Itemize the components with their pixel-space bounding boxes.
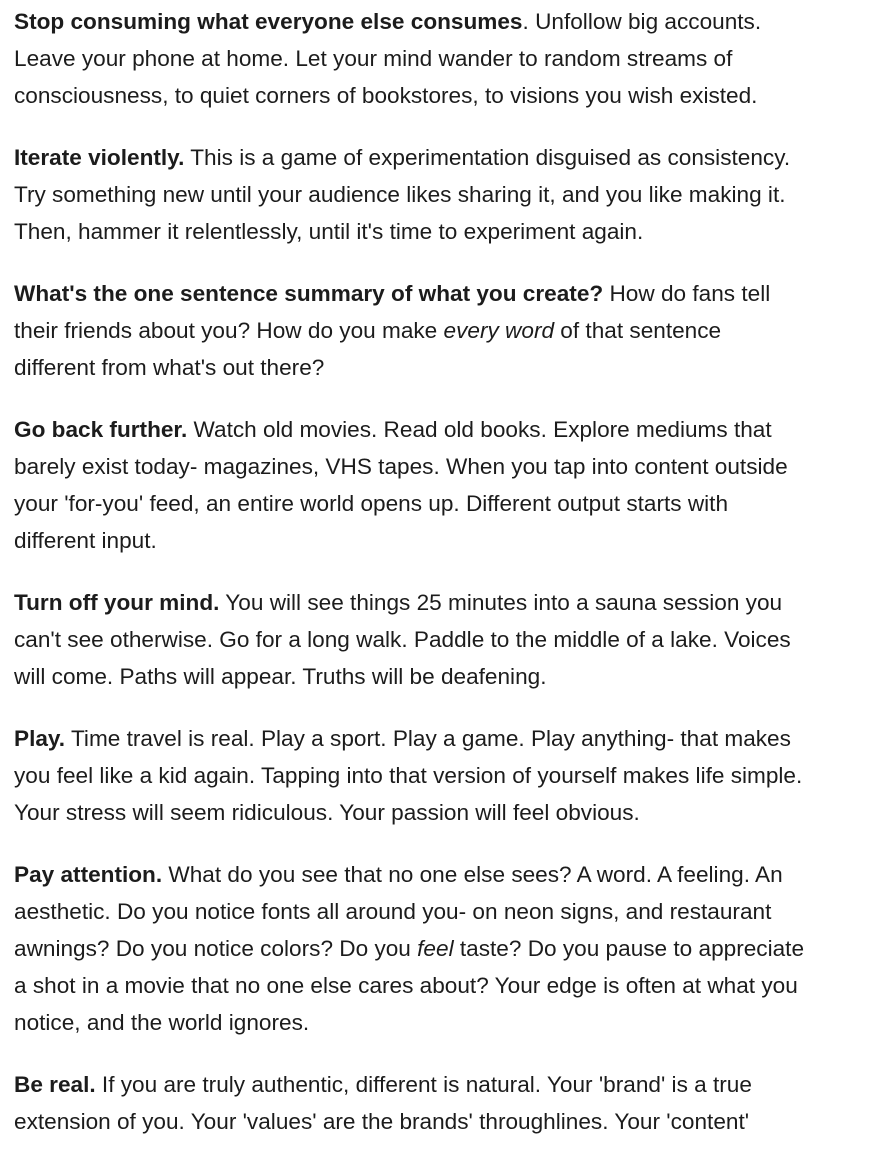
text-line: [14, 794, 890, 831]
text-line: [14, 77, 890, 114]
text-line: [14, 720, 890, 757]
body-text: How do fans tell: [603, 281, 771, 306]
emphasis-text: feel: [417, 936, 454, 961]
body-text: If you are truly authentic, different is natural. Your 'brand' is a true: [95, 1072, 752, 1097]
paragraph: [14, 139, 890, 250]
text-line: [14, 893, 890, 930]
body-text: barely exist today- magazines, VHS tapes. When you tap into content outside: [14, 454, 788, 479]
body-text: Watch old movies. Read old books. Explore mediums that: [187, 417, 772, 442]
body-text: Try something new until your audience likes sharing it, and you like making it.: [14, 182, 786, 207]
text-line: [14, 275, 890, 312]
paragraph-heading: What's the one sentence summary of what you create?: [14, 281, 604, 306]
paragraph-heading: Go back further.: [14, 417, 188, 442]
body-text: your 'for-you' feed, an entire world opens up. Different output starts with: [14, 491, 729, 516]
body-text: will come. Paths will appear. Truths will be deafening.: [14, 664, 547, 689]
text-line: [14, 176, 890, 213]
body-text: aesthetic. Do you notice fonts all around you- on neon signs, and restaurant: [14, 899, 772, 924]
text-line: [14, 411, 890, 448]
text-line: [14, 349, 890, 386]
body-text: What do you see that no one else sees? A word. A feeling. An: [162, 862, 783, 887]
body-text: extension of you. Your 'values' are the brands' throughlines. Your 'content': [14, 1109, 750, 1134]
body-text: you feel like a kid again. Tapping into that version of yourself makes life simple.: [14, 763, 803, 788]
body-text: Time travel is real. Play a sport. Play a game. Play anything- that makes: [65, 726, 791, 751]
paragraph-heading: Play.: [14, 726, 66, 751]
paragraph: [14, 3, 890, 114]
body-text: You will see things 25 minutes into a sauna session you: [219, 590, 783, 615]
body-text: This is a game of experimentation disguised as consistency.: [184, 145, 791, 170]
text-line: [14, 3, 890, 40]
body-text: a shot in a movie that no one else cares about? Your edge is often at what you: [14, 973, 798, 998]
text-line: [14, 1066, 890, 1103]
body-text: notice, and the world ignores.: [14, 1010, 310, 1035]
paragraph-heading: Turn off your mind.: [14, 590, 220, 615]
body-text: Your stress will seem ridiculous. Your passion will feel obvious.: [14, 800, 640, 825]
text-line: [14, 485, 890, 522]
text-line: [14, 40, 890, 77]
paragraph: [14, 720, 890, 831]
body-text: . Unfollow big accounts.: [522, 9, 762, 34]
paragraph: [14, 584, 890, 695]
text-line: [14, 522, 890, 559]
body-text: their friends about you? How do you make: [14, 318, 444, 343]
paragraph: [14, 275, 890, 386]
paragraph: [14, 856, 890, 1041]
body-text: taste? Do you pause to appreciate: [453, 936, 805, 961]
text-line: [14, 967, 890, 1004]
paragraph-heading: Pay attention.: [14, 862, 163, 887]
body-text: Then, hammer it relentlessly, until it's time to experiment again.: [14, 219, 644, 244]
text-line: [14, 448, 890, 485]
text-line: [14, 757, 890, 794]
body-text: can't see otherwise. Go for a long walk. Paddle to the middle of a lake. Voices: [14, 627, 791, 652]
text-line: [14, 584, 890, 621]
text-line: [14, 312, 890, 349]
body-text: consciousness, to quiet corners of bookstores, to visions you wish existed.: [14, 83, 758, 108]
text-line: [14, 856, 890, 893]
text-line: [14, 1103, 890, 1140]
text-line: [14, 621, 890, 658]
body-text: different input.: [14, 528, 157, 553]
paragraph-heading: Stop consuming what everyone else consumes: [14, 9, 523, 34]
body-text: awnings? Do you notice colors? Do you: [14, 936, 418, 961]
text-line: [14, 930, 890, 967]
body-text: of that sentence: [554, 318, 722, 343]
text-line: [14, 1004, 890, 1041]
body-text: different from what's out there?: [14, 355, 325, 380]
text-line: [14, 213, 890, 250]
paragraph: [14, 1066, 890, 1140]
text-line: [14, 139, 890, 176]
emphasis-text: every word: [443, 318, 555, 343]
paragraph: [14, 411, 890, 559]
paragraph-heading: Iterate violently.: [14, 145, 185, 170]
article-body: [14, 3, 890, 1165]
paragraph-heading: Be real.: [14, 1072, 96, 1097]
text-line: [14, 658, 890, 695]
body-text: Leave your phone at home. Let your mind wander to random streams of: [14, 46, 733, 71]
